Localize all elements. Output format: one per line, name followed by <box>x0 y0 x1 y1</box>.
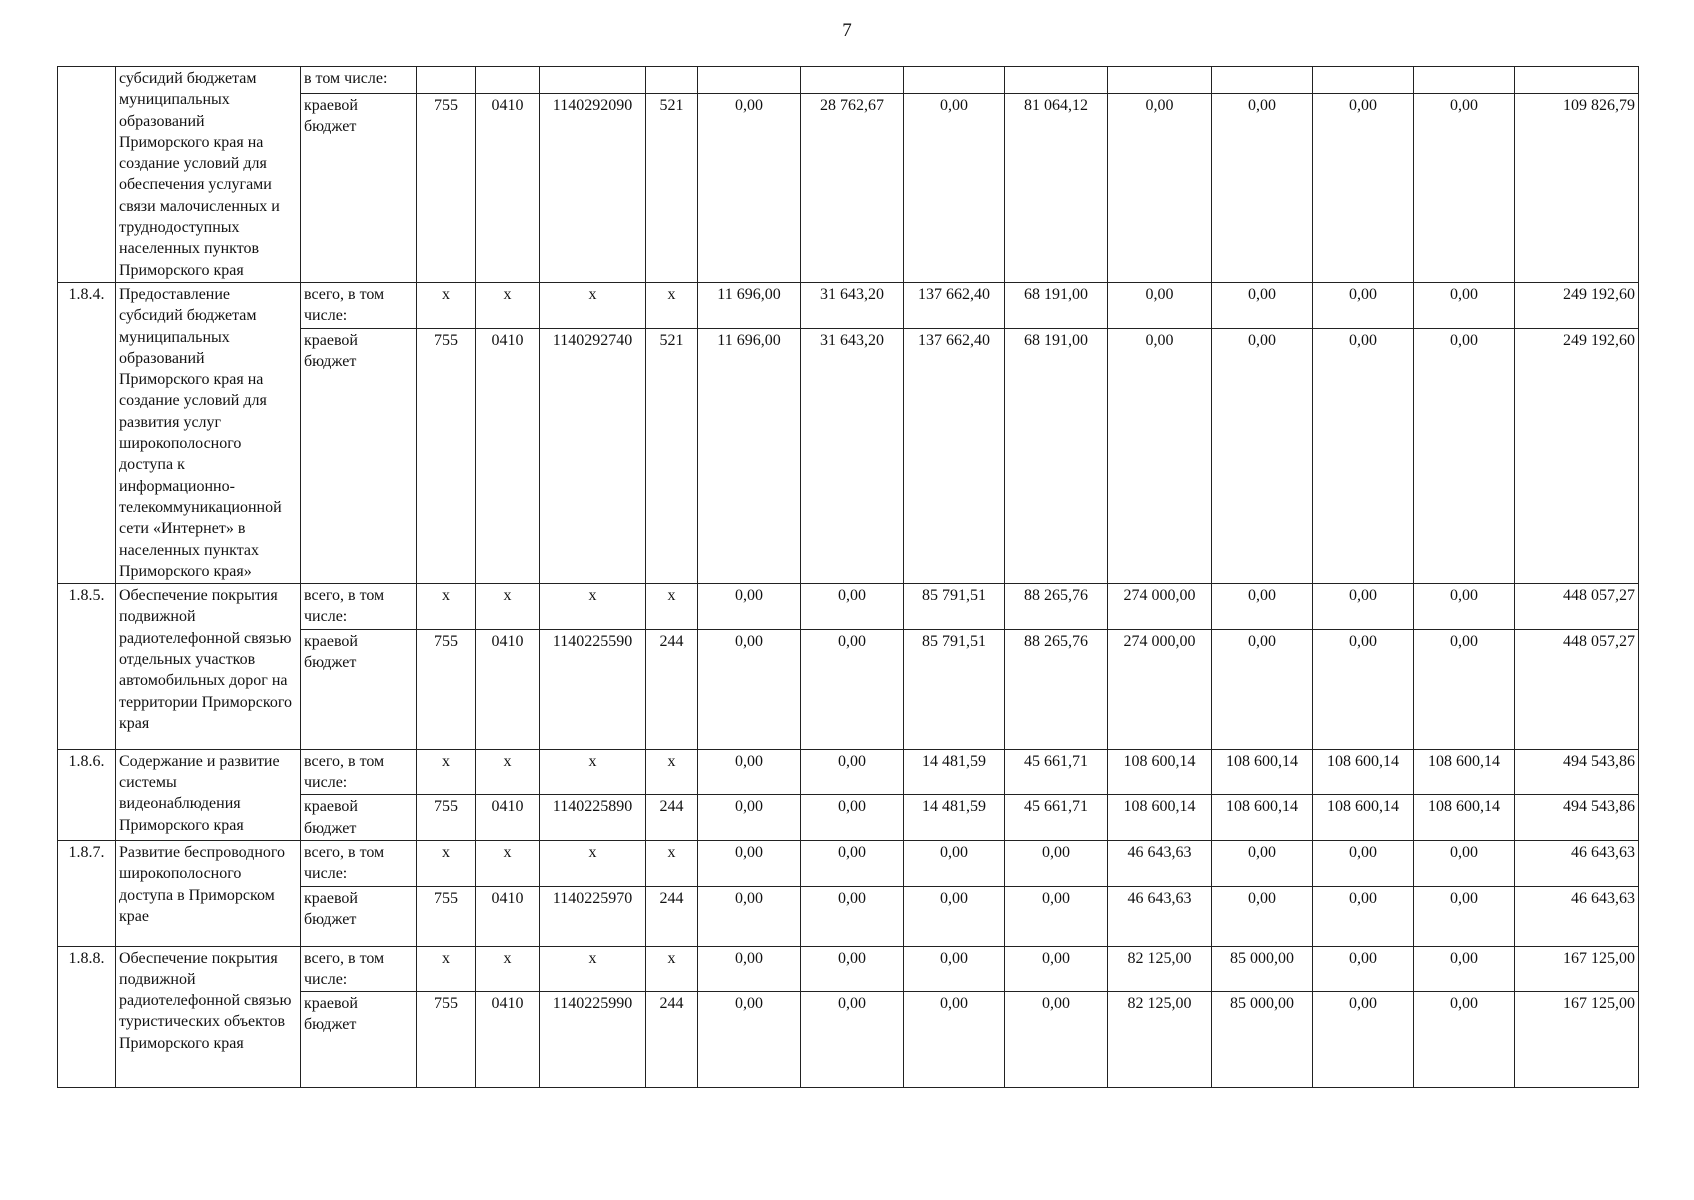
year-amount: 0,00 <box>1313 282 1414 328</box>
total-amount: 249 192,60 <box>1515 328 1639 583</box>
code-expense-type <box>646 67 698 94</box>
year-amount: 0,00 <box>801 992 904 1088</box>
code-target-article: x <box>540 282 646 328</box>
year-amount: 88 265,76 <box>1005 584 1108 630</box>
code-grbs: 755 <box>417 328 476 583</box>
year-amount: 108 600,14 <box>1414 749 1515 795</box>
year-amount: 0,00 <box>1108 93 1212 282</box>
year-amount: 108 600,14 <box>1212 749 1313 795</box>
code-grbs: 755 <box>417 93 476 282</box>
year-amount: 88 265,76 <box>1005 629 1108 749</box>
row-number: 1.8.4. <box>58 282 116 583</box>
year-amount <box>698 67 801 94</box>
code-section <box>476 67 540 94</box>
total-amount: 167 125,00 <box>1515 992 1639 1088</box>
year-amount: 108 600,14 <box>1414 795 1515 841</box>
code-target-article <box>540 67 646 94</box>
year-amount: 0,00 <box>801 886 904 946</box>
funding-source: всего, в том числе: <box>301 282 417 328</box>
code-target-article: x <box>540 840 646 886</box>
code-grbs: x <box>417 946 476 992</box>
code-expense-type: x <box>646 840 698 886</box>
table-row <box>58 749 1639 795</box>
year-amount: 0,00 <box>904 886 1005 946</box>
code-target-article: 1140225890 <box>540 795 646 841</box>
total-amount: 109 826,79 <box>1515 93 1639 282</box>
measure-name: Предоставление субсидий бюджетам муниципальных образований Приморского края на создание условий для развития услуг широкополосного доступа к информационно-телекоммуникационной сети «Интернет» в населенных пунктах Приморского края» <box>116 282 301 583</box>
row-number: 1.8.7. <box>58 840 116 946</box>
code-expense-type: x <box>646 749 698 795</box>
year-amount <box>904 67 1005 94</box>
total-amount: 494 543,86 <box>1515 749 1639 795</box>
code-target-article: x <box>540 584 646 630</box>
code-expense-type: 244 <box>646 629 698 749</box>
total-amount: 249 192,60 <box>1515 282 1639 328</box>
year-amount: 0,00 <box>801 749 904 795</box>
year-amount: 0,00 <box>1414 946 1515 992</box>
funding-source: краевой бюджет <box>301 886 417 946</box>
year-amount: 108 600,14 <box>1313 749 1414 795</box>
code-grbs: 755 <box>417 886 476 946</box>
funding-source: краевой бюджет <box>301 629 417 749</box>
code-target-article: 1140225970 <box>540 886 646 946</box>
total-amount: 167 125,00 <box>1515 946 1639 992</box>
year-amount: 68 191,00 <box>1005 328 1108 583</box>
year-amount: 108 600,14 <box>1108 795 1212 841</box>
funding-source: краевой бюджет <box>301 795 417 841</box>
year-amount: 108 600,14 <box>1212 795 1313 841</box>
page-number: 7 <box>842 20 852 41</box>
funding-source: в том числе: <box>301 67 417 94</box>
code-target-article: 1140225990 <box>540 992 646 1088</box>
year-amount: 14 481,59 <box>904 749 1005 795</box>
measure-name: Развитие беспроводного широкополосного доступа в Приморском крае <box>116 840 301 946</box>
year-amount: 0,00 <box>698 93 801 282</box>
row-number <box>58 67 116 283</box>
table-row <box>58 840 1639 886</box>
code-expense-type: x <box>646 584 698 630</box>
year-amount: 0,00 <box>698 886 801 946</box>
year-amount: 0,00 <box>1005 946 1108 992</box>
code-section: x <box>476 840 540 886</box>
code-target-article: 1140225590 <box>540 629 646 749</box>
code-section: x <box>476 946 540 992</box>
year-amount: 108 600,14 <box>1313 795 1414 841</box>
year-amount: 46 643,63 <box>1108 886 1212 946</box>
table-row <box>58 584 1639 630</box>
year-amount: 31 643,20 <box>801 328 904 583</box>
year-amount <box>1313 67 1414 94</box>
total-amount: 494 543,86 <box>1515 795 1639 841</box>
year-amount: 0,00 <box>801 629 904 749</box>
total-amount: 448 057,27 <box>1515 629 1639 749</box>
code-grbs: x <box>417 584 476 630</box>
total-amount: 448 057,27 <box>1515 584 1639 630</box>
year-amount: 274 000,00 <box>1108 584 1212 630</box>
code-section: 0410 <box>476 93 540 282</box>
year-amount: 0,00 <box>1212 282 1313 328</box>
year-amount: 0,00 <box>1313 584 1414 630</box>
funding-source: всего, в том числе: <box>301 749 417 795</box>
year-amount: 85 000,00 <box>1212 946 1313 992</box>
year-amount: 0,00 <box>1005 886 1108 946</box>
year-amount: 0,00 <box>1313 840 1414 886</box>
total-amount <box>1515 67 1639 94</box>
year-amount: 0,00 <box>698 749 801 795</box>
year-amount <box>801 67 904 94</box>
year-amount: 0,00 <box>904 992 1005 1088</box>
year-amount: 45 661,71 <box>1005 749 1108 795</box>
row-number: 1.8.8. <box>58 946 116 1088</box>
year-amount: 68 191,00 <box>1005 282 1108 328</box>
funding-source: краевой бюджет <box>301 992 417 1088</box>
year-amount: 0,00 <box>1212 328 1313 583</box>
code-expense-type: x <box>646 946 698 992</box>
code-target-article: 1140292740 <box>540 328 646 583</box>
year-amount: 0,00 <box>1313 328 1414 583</box>
total-amount: 46 643,63 <box>1515 886 1639 946</box>
year-amount <box>1414 67 1515 94</box>
code-expense-type: x <box>646 282 698 328</box>
year-amount: 0,00 <box>1005 992 1108 1088</box>
funding-source: всего, в том числе: <box>301 584 417 630</box>
year-amount: 0,00 <box>904 946 1005 992</box>
table-row <box>58 282 1639 328</box>
year-amount: 11 696,00 <box>698 282 801 328</box>
code-section: x <box>476 282 540 328</box>
year-amount: 0,00 <box>1313 946 1414 992</box>
year-amount: 0,00 <box>1414 992 1515 1088</box>
year-amount: 0,00 <box>1212 886 1313 946</box>
code-expense-type: 244 <box>646 886 698 946</box>
code-section: 0410 <box>476 629 540 749</box>
year-amount: 31 643,20 <box>801 282 904 328</box>
code-target-article: x <box>540 946 646 992</box>
year-amount: 0,00 <box>1414 584 1515 630</box>
measure-name: Обеспечение покрытия подвижной радиотелефонной связью отдельных участков автомобильных дорог на территории Приморского края <box>116 584 301 750</box>
year-amount: 82 125,00 <box>1108 946 1212 992</box>
code-expense-type: 521 <box>646 328 698 583</box>
code-section: 0410 <box>476 795 540 841</box>
year-amount <box>1108 67 1212 94</box>
year-amount: 85 000,00 <box>1212 992 1313 1088</box>
year-amount: 0,00 <box>698 946 801 992</box>
code-expense-type: 521 <box>646 93 698 282</box>
code-grbs: 755 <box>417 795 476 841</box>
year-amount: 0,00 <box>698 584 801 630</box>
year-amount: 0,00 <box>904 840 1005 886</box>
year-amount: 274 000,00 <box>1108 629 1212 749</box>
code-target-article: x <box>540 749 646 795</box>
code-grbs: x <box>417 282 476 328</box>
year-amount: 85 791,51 <box>904 629 1005 749</box>
year-amount: 0,00 <box>1313 886 1414 946</box>
year-amount: 137 662,40 <box>904 282 1005 328</box>
year-amount: 85 791,51 <box>904 584 1005 630</box>
year-amount: 0,00 <box>1414 840 1515 886</box>
year-amount: 0,00 <box>801 840 904 886</box>
year-amount <box>1212 67 1313 94</box>
code-grbs <box>417 67 476 94</box>
year-amount: 0,00 <box>1414 328 1515 583</box>
year-amount: 0,00 <box>698 795 801 841</box>
year-amount: 28 762,67 <box>801 93 904 282</box>
year-amount: 45 661,71 <box>1005 795 1108 841</box>
total-amount: 46 643,63 <box>1515 840 1639 886</box>
code-grbs: 755 <box>417 629 476 749</box>
year-amount: 81 064,12 <box>1005 93 1108 282</box>
code-section: x <box>476 584 540 630</box>
year-amount <box>1005 67 1108 94</box>
year-amount: 0,00 <box>1212 840 1313 886</box>
year-amount: 0,00 <box>698 629 801 749</box>
year-amount: 0,00 <box>698 992 801 1088</box>
year-amount: 11 696,00 <box>698 328 801 583</box>
year-amount: 0,00 <box>1005 840 1108 886</box>
year-amount: 0,00 <box>1414 282 1515 328</box>
year-amount: 0,00 <box>1414 93 1515 282</box>
year-amount: 137 662,40 <box>904 328 1005 583</box>
year-amount: 0,00 <box>1108 328 1212 583</box>
code-target-article: 1140292090 <box>540 93 646 282</box>
funding-source: краевой бюджет <box>301 328 417 583</box>
year-amount: 0,00 <box>801 584 904 630</box>
year-amount: 0,00 <box>1108 282 1212 328</box>
row-number: 1.8.6. <box>58 749 116 840</box>
funding-source: всего, в том числе: <box>301 946 417 992</box>
year-amount: 0,00 <box>1414 629 1515 749</box>
measure-name: Обеспечение покрытия подвижной радиотелефонной связью туристических объектов Приморского края <box>116 946 301 1088</box>
code-expense-type: 244 <box>646 795 698 841</box>
row-number: 1.8.5. <box>58 584 116 750</box>
year-amount: 0,00 <box>698 840 801 886</box>
year-amount: 0,00 <box>801 795 904 841</box>
code-section: x <box>476 749 540 795</box>
year-amount: 0,00 <box>1212 629 1313 749</box>
code-section: 0410 <box>476 328 540 583</box>
year-amount: 108 600,14 <box>1108 749 1212 795</box>
year-amount: 0,00 <box>1313 992 1414 1088</box>
year-amount: 0,00 <box>1313 629 1414 749</box>
budget-table <box>57 66 1639 1088</box>
year-amount: 0,00 <box>1313 93 1414 282</box>
code-grbs: 755 <box>417 992 476 1088</box>
year-amount: 0,00 <box>1212 584 1313 630</box>
funding-source: краевой бюджет <box>301 93 417 282</box>
year-amount: 0,00 <box>801 946 904 992</box>
code-section: 0410 <box>476 886 540 946</box>
year-amount: 0,00 <box>1212 93 1313 282</box>
code-grbs: x <box>417 749 476 795</box>
code-expense-type: 244 <box>646 992 698 1088</box>
table-row <box>58 946 1639 992</box>
funding-source: всего, в том числе: <box>301 840 417 886</box>
measure-name: Содержание и развитие системы видеонаблюдения Приморского края <box>116 749 301 840</box>
year-amount: 82 125,00 <box>1108 992 1212 1088</box>
code-section: 0410 <box>476 992 540 1088</box>
measure-name: субсидий бюджетам муниципальных образований Приморского края на создание условий для обеспечения услугами связи малочисленных и труднодоступных населенных пунктов Приморского края <box>116 67 301 283</box>
year-amount: 46 643,63 <box>1108 840 1212 886</box>
table-row <box>58 67 1639 94</box>
year-amount: 0,00 <box>904 93 1005 282</box>
code-grbs: x <box>417 840 476 886</box>
year-amount: 0,00 <box>1414 886 1515 946</box>
year-amount: 14 481,59 <box>904 795 1005 841</box>
